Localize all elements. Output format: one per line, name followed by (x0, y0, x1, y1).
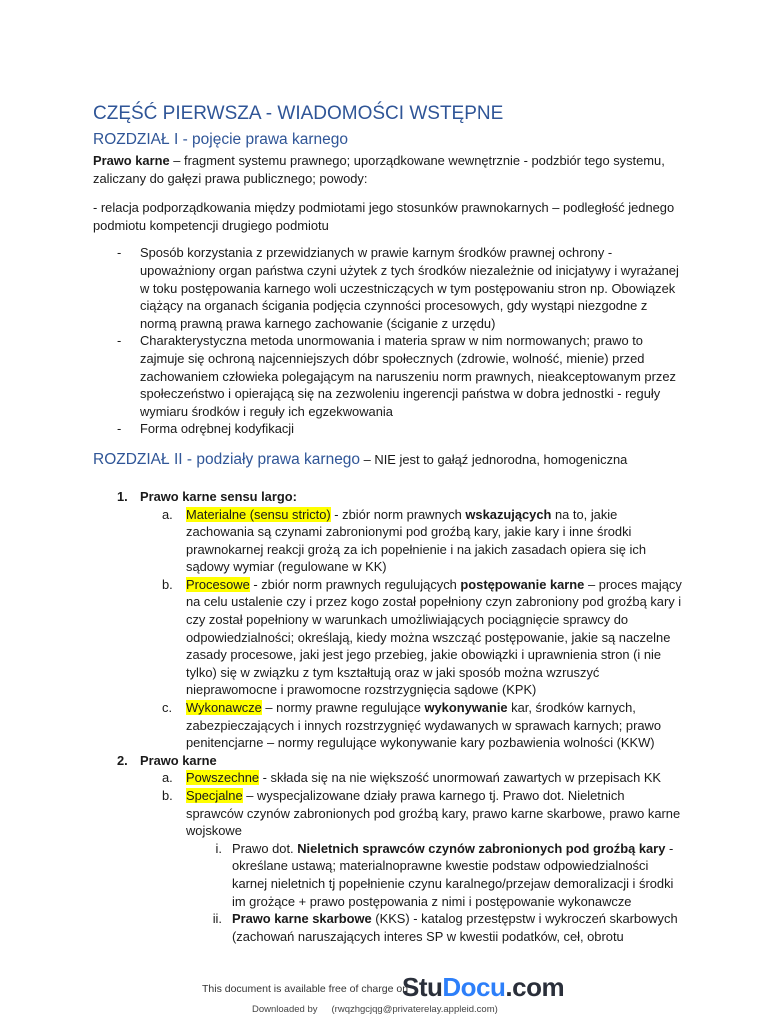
bullet-marker: - (117, 245, 122, 261)
list-item (162, 699, 683, 752)
sublist (140, 769, 683, 945)
chapter1-definition (93, 152, 683, 187)
list-item (162, 769, 683, 787)
item-roman: ii. (212, 911, 222, 927)
highlight: Wykonawcze (186, 700, 262, 716)
bold-text: Prawo karne skarbowe (232, 911, 372, 927)
definition-text: – fragment systemu prawnego; uporządkowane wewnętrznie - podzbiór tego systemu, zaliczany do gałęzi prawa publicznego; powody: (93, 153, 665, 186)
list-item (117, 332, 683, 420)
bold-text: Nieletnich sprawców czynów zabronionych pod groźbą kary (297, 840, 666, 856)
roman-sublist (186, 840, 683, 946)
downloader-email: (rwqzhgcjqg@privaterelay.appleid.com) (331, 1004, 498, 1015)
highlight: Materialne (sensu stricto) (186, 506, 331, 522)
highlight: Procesowe (186, 576, 250, 592)
item-letter: b. (162, 788, 173, 803)
item-text: (KKS) - katalog przestępstw i wykroczeń skarbowych (zachowań naruszających interes SP w kwestii podatków, ceł, obrotu (232, 911, 678, 944)
footer-text: This document is available free of charge on (202, 983, 409, 995)
bold-text: wskazujących (465, 506, 552, 522)
studocu-logo[interactable] (402, 972, 564, 1003)
item-roman: i. (215, 840, 222, 856)
item-number: 2. (117, 752, 128, 768)
item-text: – proces mający na celu ustalenie czy i przez kogo został popełniony czyn zabroniony pod groźbą kary i czy został popełniony w warunkach umożliwiających pociągnięcie sprawcy do odpowiedzialności; określają, kiedy można wszcząć postępowanie, jakie są naczelne zasady procesowe, jaki jest jego przebieg, jakie obowiązki i uprawnienia stron (i nie tylko) się w związku z tym kształtują oraz w jaki sposób można wzruszyć nieprawomocne i prawomocne rozstrzygnięcia sądowe (KPK) (186, 576, 682, 698)
item-text: - określane ustawą; materialnoprawne kwestie podstaw odpowiedzialności karnej nieletnich tj popełnienie czynu karalnego/przejaw demoralizacji i środki im grożące + prawo postępowania z nimi i postępowanie wykonawcze (232, 840, 674, 909)
highlight: Powszechne (186, 770, 260, 786)
chapter1-bullets (93, 244, 683, 438)
download-note (252, 1004, 498, 1015)
term: Prawo karne (93, 153, 170, 168)
chapter1-heading: ROZDZIAŁ I - pojęcie prawa karnego (93, 131, 348, 148)
item-label: Prawo karne sensu largo: (140, 488, 297, 504)
item-text: – normy prawne regulujące (261, 700, 425, 716)
item-text: na to, jakie zachowania są czynami zabronionymi pod groźbą kary, jakie kary i inne środki prawnokarnej reakcji grożą za ich popełnienie i na jakich zasadach opiera się ich sądowy wymiar (regulowane w KK) (186, 506, 647, 575)
studocu-footer (190, 968, 590, 1024)
item-text: - składa się na nie większość unormowań zawartych w przepisach KK (259, 770, 662, 786)
chapter1-intro: - relacja podporządkowania między podmiotami jego stosunków prawnokarnych – podległość jednego podmiotu kompetencji drugiego podmiotu (93, 200, 675, 233)
bold-text: postępowanie karne (460, 576, 585, 592)
document-page (93, 102, 683, 945)
list-item (215, 840, 683, 910)
list-item (117, 488, 683, 752)
logo-part: .com (505, 972, 565, 1002)
item-text: – wyspecjalizowane działy prawa karnego tj. Prawo dot. Nieletnich sprawców czynów zabronionych pod groźbą kary, prawo karne skarbowe, prawo karne wojskowe (186, 788, 681, 839)
item-text: kar, środków karnych, zabezpieczających i innych rozstrzygnięć wydawanych w sprawach karnych; prawo penitencjarne – normy regulujące wykonywanie kary pozbawienia wolności (KKW) (186, 700, 662, 751)
item-label: Prawo karne (140, 752, 217, 768)
bullet-text: Forma odrębnej kodyfikacji (140, 421, 295, 437)
chapter2-heading: ROZDZIAŁ II - podziały prawa karnego (93, 450, 361, 468)
bullet-text: Sposób korzystania z przewidzianych w prawie karnym środków prawnej ochrony - upoważniony organ państwa czyni użytek z tych środków niezależnie od inicjatywy i wyrażanej w toku postępowania karnego woli uczestniczących w tym postępowaniu stron np. Obowiązek ciążący na organach ścigania podjęcia czynności procesowych, gdy wystąpi niezgodne z normą prawną prawa karnego zachowanie (ściganie z urzędu) (140, 245, 679, 331)
logo-part: Stu (402, 972, 443, 1002)
chapter2-heading-tail: – NIE jest to gałąź jednorodna, homogeniczna (360, 451, 628, 467)
list-item (117, 244, 683, 332)
item-text: - zbiór norm prawnych (330, 506, 466, 522)
bullet-marker: - (117, 421, 122, 437)
highlight: Specjalne (186, 788, 243, 803)
item-text: - zbiór norm prawnych regulujących (249, 576, 461, 592)
item-letter: b. (162, 576, 173, 592)
item-number: 1. (117, 488, 128, 504)
item-letter: a. (162, 770, 173, 786)
list-item (162, 787, 683, 945)
chapter2-list (93, 488, 683, 945)
logo-part: Docu (442, 972, 506, 1002)
item-text: Prawo dot. (232, 840, 298, 856)
bold-text: wykonywanie (424, 700, 508, 716)
downloaded-label: Downloaded by (252, 1004, 318, 1015)
page-title: CZĘŚĆ PIERWSZA - WIADOMOŚCI WSTĘPNE (93, 103, 504, 124)
item-letter: c. (162, 700, 173, 716)
sublist (140, 506, 683, 752)
list-item (117, 420, 683, 438)
bullet-text: Charakterystyczna metoda unormowania i materia spraw w nim normowanych; prawo to zajmuje się ochroną najcenniejszych dóbr społecznych (zdrowie, wolność, mienie) przed zachowaniem człowieka polegającym na naruszeniu norm prawnych, nieakceptowanym przez społeczeństwo i opierającą się na zezwoleniu ingerencji państwa w dobra jednostki - reguły wymiaru środków i reguły ich egzekwowania (140, 333, 676, 419)
item-letter: a. (162, 506, 173, 522)
bullet-marker: - (117, 333, 122, 349)
chapter2-heading-line (93, 450, 683, 470)
list-item (117, 752, 683, 946)
list-item (212, 910, 683, 945)
list-item (162, 506, 683, 576)
list-item (162, 576, 683, 699)
